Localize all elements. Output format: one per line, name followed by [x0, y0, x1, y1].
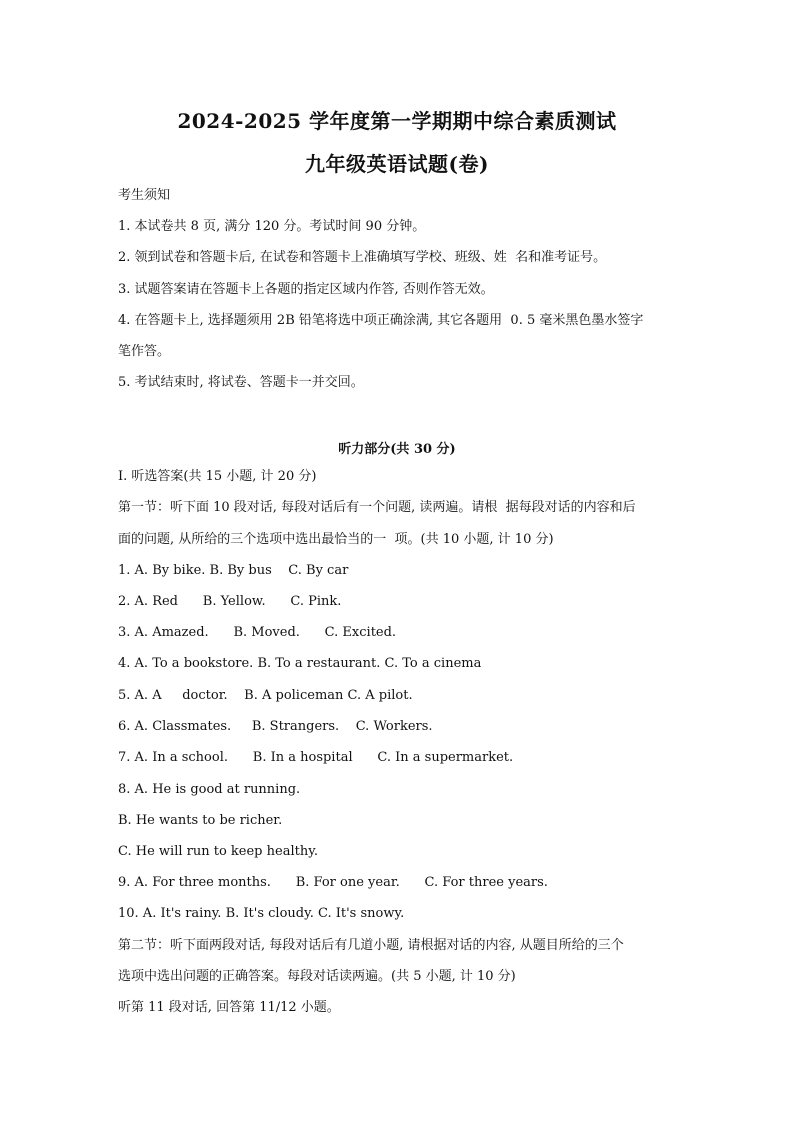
question-option: B. He wants to be richer. — [118, 813, 283, 828]
notice-item: 3. 试题答案请在答题卡上各题的指定区域内作答, 否则作答无效。 — [118, 282, 494, 297]
question-item: 3. A. Amazed. B. Moved. C. Excited. — [118, 625, 397, 640]
notice-item: 笔作答。 — [118, 344, 171, 359]
section1-instruction: 面的问题, 从所给的三个选项中选出最恰当的一 项。(共 10 小题, 计 10 分) — [118, 532, 554, 547]
exam-title: 2024-2025 学年度第一学期期中综合素质测试 — [177, 109, 617, 133]
dialogue-instruction: 听第 11 段对话, 回答第 11/12 小题。 — [118, 1000, 340, 1015]
question-item: 1. A. By bike. B. By bus C. By car — [118, 563, 349, 578]
question-item: 6. A. Classmates. B. Strangers. C. Workers. — [118, 719, 433, 734]
notice-item: 2. 领到试卷和答题卡后, 在试卷和答题卡上准确填写学校、班级、姓 名和准考证号。 — [118, 250, 607, 265]
question-item: 5. A. A doctor. B. A policeman C. A pilot. — [118, 688, 413, 703]
question-item: 8. A. He is good at running. — [118, 782, 301, 797]
notice-item: 1. 本试卷共 8 页, 满分 120 分。考试时间 90 分钟。 — [118, 219, 426, 234]
question-option: C. He will run to keep healthy. — [118, 844, 318, 859]
section2-instruction: 第二节：听下面两段对话, 每段对话后有几道小题, 请根据对话的内容, 从题目所给的三个 — [118, 938, 624, 953]
part-heading: I. 听选答案(共 15 小题, 计 20 分) — [118, 469, 317, 484]
question-item: 10. A. It's rainy. B. It's cloudy. C. It's snowy. — [118, 906, 405, 921]
listening-section-title: 听力部分(共 30 分) — [338, 442, 456, 457]
question-item: 2. A. Red B. Yellow. C. Pink. — [118, 594, 342, 609]
section2-instruction: 选项中选出问题的正确答案。每段对话读两遍。(共 5 小题, 计 10 分) — [118, 969, 516, 984]
exam-subtitle: 九年级英语试题(卷) — [305, 152, 489, 176]
notice-item: 5. 考试结束时, 将试卷、答题卡一并交回。 — [118, 375, 364, 390]
notice-item: 4. 在答题卡上, 选择题须用 2B 铅笔将选中项正确涂满, 其它各题用 0. 5 毫米黑色墨水签字 — [118, 313, 644, 328]
section1-instruction: 第一节：听下面 10 段对话, 每段对话后有一个问题, 读两遍。请根 据每段对话的内容和后 — [118, 500, 636, 515]
question-item: 4. A. To a bookstore. B. To a restaurant. C. To a cinema — [118, 656, 482, 671]
question-item: 9. A. For three months. B. For one year. C. For three years. — [118, 875, 548, 890]
question-item: 7. A. In a school. B. In a hospital C. In a supermarket. — [118, 750, 514, 765]
notice-heading: 考生须知 — [118, 188, 171, 203]
